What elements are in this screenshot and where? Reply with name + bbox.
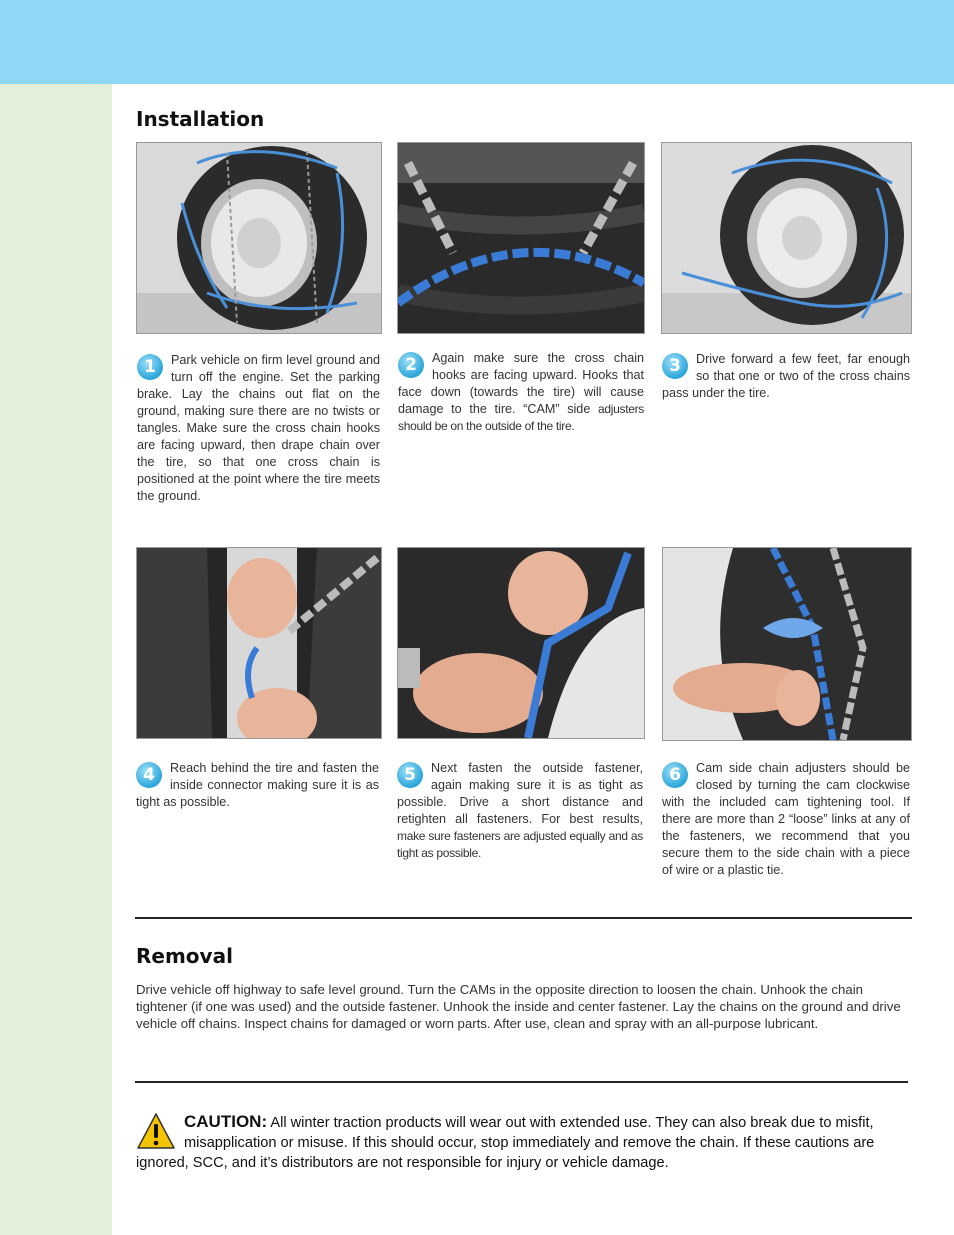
- step-number-badge: 2: [398, 352, 424, 378]
- removal-heading: Removal: [136, 944, 233, 968]
- step-6-text: Cam side chain adjusters should be closed by turning the cam clockwise with the included cam tightening tool. If there are more than 2 “loose” links at any of the fasteners, we recommend that you secure them to the side chain with a piece of wire or a plastic tie.: [662, 761, 910, 877]
- step-number-badge: 3: [662, 353, 688, 379]
- step-number-badge: 5: [397, 762, 423, 788]
- step-3: [662, 351, 910, 402]
- step-4-photo: [136, 547, 382, 739]
- step-1: [137, 352, 380, 505]
- left-sidebar: [0, 84, 112, 1235]
- step-4-text: Reach behind the tire and fasten the inside connector making sure it is as tight as possible.: [136, 761, 379, 809]
- step-3-photo: [661, 142, 912, 334]
- step-4: [136, 760, 379, 811]
- installation-heading: Installation: [136, 107, 265, 131]
- step-3-text: Drive forward a few feet, far enough so that one or two of the cross chains pass under the tire.: [662, 352, 910, 400]
- header-bar: [0, 0, 954, 84]
- step-2-text-small: adjusters should be on the outside of the tire.: [398, 402, 644, 433]
- step-5-text: Next fasten the outside fastener, again making sure it is as tight as possible. Drive a short distance and retighten all fasteners. For best results,: [397, 761, 643, 826]
- step-6: [662, 760, 910, 879]
- step-5-text-small: make sure fasteners are adjusted equally and as tight as possible.: [397, 829, 643, 860]
- step-2: [398, 350, 644, 435]
- step-1-photo: [136, 142, 382, 334]
- step-number-badge: 4: [136, 762, 162, 788]
- step-1-text: Park vehicle on firm level ground and turn off the engine. Set the parking brake. Lay the chains out flat on the ground, making sure there are no twists or tangles. Make sure the cross chain hooks are facing upward, then drape chain over the tire, so that one cross chain is positioned at the point where the tire meets the ground.: [137, 353, 380, 503]
- caution-notice: [136, 1112, 912, 1173]
- step-number-badge: 1: [137, 354, 163, 380]
- section-divider: [135, 917, 912, 919]
- step-5: [397, 760, 643, 862]
- step-6-photo: [662, 547, 912, 741]
- removal-text: Drive vehicle off highway to safe level ground. Turn the CAMs in the opposite direction to loosen the chain. Unhook the chain tightener (if one was used) and the outside fastener. Unhook the inside and center fastener. Lay the chains on the ground and drive vehicle off chains. Inspect chains for damaged or worn parts. After use, clean and spray with an all-purpose lubricant.: [136, 982, 901, 1031]
- section-divider: [135, 1081, 908, 1083]
- step-2-photo: [397, 142, 645, 334]
- caution-text: All winter traction products will wear out with extended use. They can also break due to misfit, misapplication or misuse. If this should occur, stop immediately and remove the chain. If these cautions are ignored, SCC, and it’s distributors are not responsible for injury or vehicle damage.: [136, 1115, 875, 1171]
- step-number-badge: 6: [662, 762, 688, 788]
- caution-label: CAUTION:: [184, 1112, 268, 1131]
- step-5-photo: [397, 547, 645, 739]
- warning-icon: [136, 1112, 176, 1150]
- step-2-text: Again make sure the cross chain hooks are facing upward. Hooks that face down (towards the tire) will cause damage to the tire. “CAM” side: [398, 351, 644, 416]
